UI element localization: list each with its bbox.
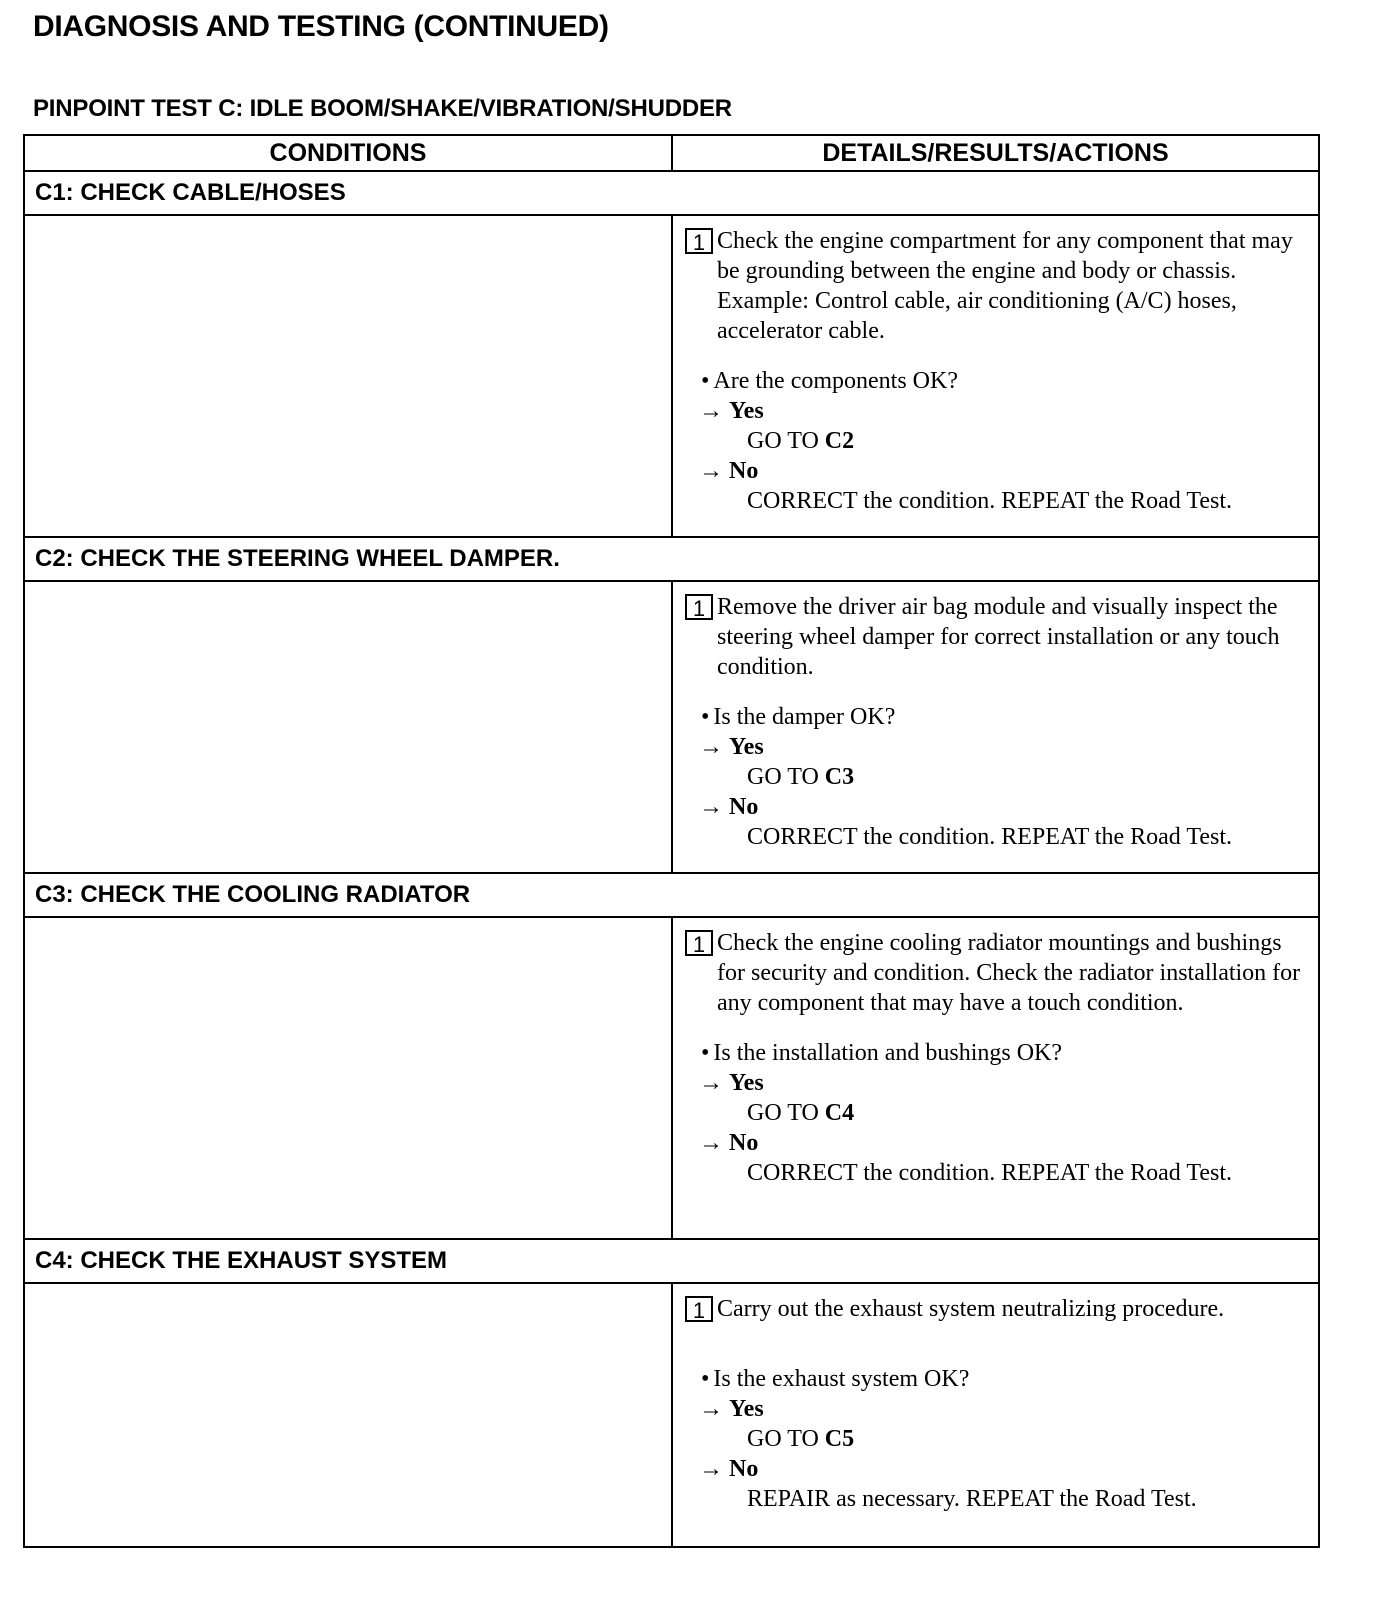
details-cell [673, 918, 1318, 1238]
yes-action-text: GO TO [747, 428, 825, 454]
conditions-cell [25, 1284, 673, 1546]
yes-action [685, 1098, 1314, 1128]
step-c4-body [25, 1284, 1318, 1546]
no-action: CORRECT the condition. REPEAT the Road Test. [747, 1160, 1232, 1186]
step-c1-body [25, 216, 1318, 538]
action-text: Check the engine compartment for any component that may be grounding between the engine and body or chassis. Example: Control cable, air conditioning (A/C) hoses, accelerator cable. [717, 228, 1293, 344]
no-label: No [729, 458, 759, 484]
step-number-box: 1 [685, 594, 713, 620]
yes-action [685, 426, 1314, 456]
question [685, 366, 1314, 396]
yes-label: Yes [729, 1070, 764, 1096]
step-c3-body [25, 918, 1318, 1240]
yes-answer [685, 1068, 1314, 1098]
conditions-cell [25, 918, 673, 1238]
table-header-row [25, 136, 1318, 172]
bullet-icon: • [701, 1366, 710, 1392]
no-action: REPAIR as necessary. REPEAT the Road Test. [747, 1486, 1197, 1512]
yes-answer [685, 1394, 1314, 1424]
pinpoint-test-title: PINPOINT TEST C: IDLE BOOM/SHAKE/VIBRATION/SHUDDER [33, 95, 732, 122]
arrow-right-icon: → [699, 1456, 729, 1482]
yes-action-text: GO TO [747, 1426, 825, 1452]
question-text: Is the damper OK? [713, 704, 896, 730]
step-number-box: 1 [685, 228, 713, 254]
arrow-right-icon: → [699, 1396, 729, 1422]
yes-action [685, 1424, 1314, 1454]
yes-label: Yes [729, 734, 764, 760]
question [685, 702, 1314, 732]
action-item [685, 928, 1314, 1018]
conditions-cell [25, 582, 673, 872]
action-item [685, 1294, 1314, 1324]
no-action: CORRECT the condition. REPEAT the Road Test. [747, 824, 1232, 850]
no-answer [685, 456, 1314, 486]
step-number-box: 1 [685, 930, 713, 956]
action-text: Remove the driver air bag module and visually inspect the steering wheel damper for correct installation or any touch condition. [717, 594, 1280, 680]
question-text: Is the installation and bushings OK? [713, 1040, 1063, 1066]
arrow-right-icon: → [699, 1070, 729, 1096]
yes-action-text: GO TO [747, 764, 825, 790]
action-text: Check the engine cooling radiator mountings and bushings for security and condition. Check the radiator installation for any component that may have a touch condition. [717, 930, 1301, 1016]
pinpoint-test-table [23, 134, 1320, 1548]
yes-answer [685, 732, 1314, 762]
goto-step-code: C3 [824, 764, 855, 790]
step-c3-heading: C3: CHECK THE COOLING RADIATOR [25, 874, 1318, 918]
action-item [685, 226, 1314, 346]
yes-answer [685, 396, 1314, 426]
question [685, 1038, 1314, 1068]
conditions-header: CONDITIONS [25, 136, 673, 170]
step-c2-heading: C2: CHECK THE STEERING WHEEL DAMPER. [25, 538, 1318, 582]
arrow-right-icon: → [699, 1130, 729, 1156]
yes-label: Yes [729, 398, 764, 424]
details-cell [673, 216, 1318, 536]
arrow-right-icon: → [699, 458, 729, 484]
goto-step-code: C4 [824, 1100, 855, 1126]
no-answer [685, 1454, 1314, 1484]
no-label: No [729, 1456, 759, 1482]
yes-label: Yes [729, 1396, 764, 1422]
bullet-icon: • [701, 704, 710, 730]
no-action: CORRECT the condition. REPEAT the Road Test. [747, 488, 1232, 514]
arrow-right-icon: → [699, 794, 729, 820]
details-header: DETAILS/RESULTS/ACTIONS [822, 139, 1169, 167]
no-answer [685, 792, 1314, 822]
no-label: No [729, 1130, 759, 1156]
question-text: Are the components OK? [713, 368, 958, 394]
arrow-right-icon: → [699, 734, 729, 760]
no-answer [685, 1128, 1314, 1158]
goto-step-code: C2 [824, 428, 855, 454]
bullet-icon: • [701, 1040, 710, 1066]
step-c2-body [25, 582, 1318, 874]
arrow-right-icon: → [699, 398, 729, 424]
question-text: Is the exhaust system OK? [713, 1366, 970, 1392]
goto-step-code: C5 [824, 1426, 855, 1452]
question [685, 1364, 1314, 1394]
step-number-box: 1 [685, 1296, 713, 1322]
details-cell [673, 582, 1318, 872]
step-c4-heading: C4: CHECK THE EXHAUST SYSTEM [25, 1240, 1318, 1284]
no-label: No [729, 794, 759, 820]
bullet-icon: • [701, 368, 710, 394]
yes-action-text: GO TO [747, 1100, 825, 1126]
action-item [685, 592, 1314, 682]
action-text: Carry out the exhaust system neutralizing procedure. [717, 1296, 1225, 1322]
step-c1-heading: C1: CHECK CABLE/HOSES [25, 172, 1318, 216]
details-cell [673, 1284, 1318, 1546]
conditions-cell [25, 216, 673, 536]
page-title: DIAGNOSIS AND TESTING (CONTINUED) [33, 10, 609, 43]
yes-action [685, 762, 1314, 792]
